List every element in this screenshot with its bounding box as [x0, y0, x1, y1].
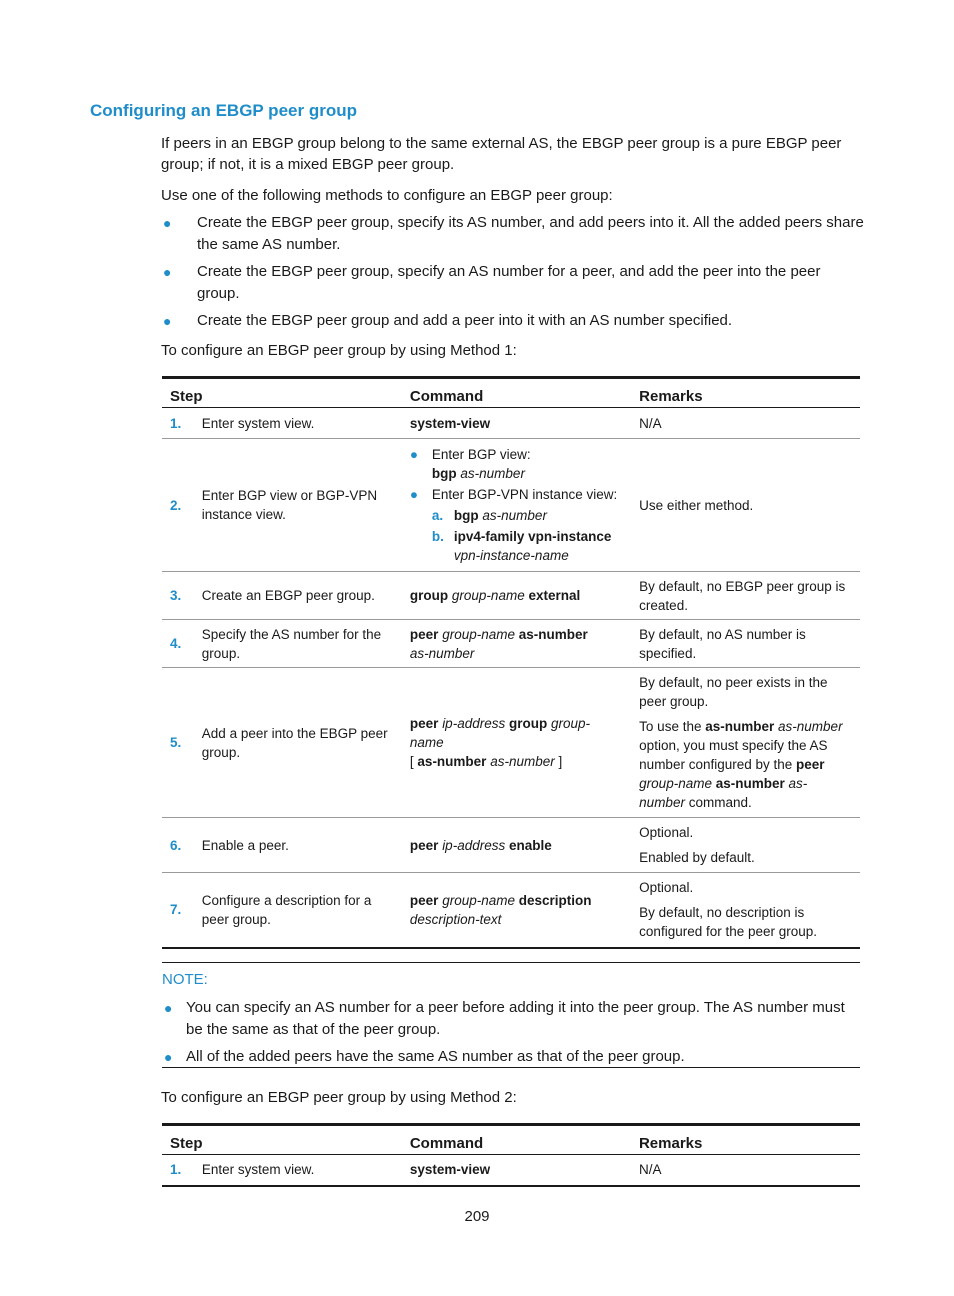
note-box — [162, 962, 860, 1068]
bullet-icon: ● — [163, 215, 172, 231]
table-row — [162, 1155, 860, 1186]
step-text: Enter system view. — [194, 1155, 402, 1186]
step-text: Add a peer into the EBGP peer group. — [194, 668, 402, 818]
remarks-cell: N/A — [631, 1155, 860, 1186]
command-cell: peer ip-address enable — [402, 818, 631, 873]
remarks-cell: By default, no AS number is specified. — [631, 620, 860, 668]
command-option: ● Enter BGP view: bgp as-number — [409, 447, 531, 481]
step-number: 7. — [162, 873, 194, 948]
bullet-icon: ● — [164, 1000, 173, 1016]
section-heading: Configuring an EBGP peer group — [90, 101, 357, 120]
step-header: Step — [170, 387, 203, 405]
remarks-cell: By default, no EBGP peer group is created. — [631, 572, 860, 620]
command-header: Command — [409, 1134, 484, 1152]
method-item: ● Create the EBGP peer group, specify its AS number, and add peers into it. All the added peers share the same AS number. — [163, 214, 864, 253]
method-item: ● Create the EBGP peer group, specify an AS number for a peer, and add the peer into the peer group. — [163, 263, 821, 302]
step-number: 2. — [162, 439, 194, 572]
page-number: 209 — [464, 1208, 490, 1225]
intro-paragraph: If peers in an EBGP group belong to the same external AS, the EBGP peer group is a pure EBGP peer group; if not, it is a mixed EBGP peer group. — [161, 135, 842, 173]
remarks-cell: Use either method. — [631, 439, 860, 572]
command-option: ● Enter BGP-VPN instance view: a. bgp as-number b. ipv4-family vpn-instance vpn-instance-name — [410, 485, 623, 565]
step-number: 5. — [162, 668, 194, 818]
step-text: Enable a peer. — [194, 818, 402, 873]
command-cell: peer ip-address group group-name [ as-number as-number ] — [402, 668, 631, 818]
step-number: 3. — [162, 572, 194, 620]
step-number: 6. — [162, 818, 194, 873]
table-row — [162, 439, 860, 572]
table-row — [162, 572, 860, 620]
bullet-icon: ● — [409, 487, 419, 502]
step-text: Create an EBGP peer group. — [194, 572, 402, 620]
command-suboption: a. bgp as-number — [431, 508, 547, 523]
remarks-cell: N/A — [631, 408, 860, 439]
method2-intro: To configure an EBGP peer group by using Method 2: — [161, 1089, 517, 1106]
command-cell: peer group-name as-number as-number — [402, 620, 631, 668]
note-label: NOTE: — [162, 971, 208, 988]
table-header-row — [162, 378, 860, 408]
step-header: Step — [170, 1134, 203, 1152]
table-row — [162, 620, 860, 668]
note-item: ● You can specify an AS number for a peer before adding it into the peer group. The AS number must be the same as that of the peer group. — [164, 999, 845, 1038]
bullet-icon: ● — [409, 447, 419, 462]
bullet-icon: ● — [163, 313, 172, 329]
step-text: Enter system view. — [194, 408, 402, 439]
remarks-cell: Optional. By default, no description is configured for the peer group. — [631, 873, 860, 948]
table-row — [162, 668, 860, 818]
command-cell: peer group-name description description-text — [402, 873, 631, 948]
method-item: ● Create the EBGP peer group and add a peer into it with an AS number specified. — [161, 310, 866, 332]
methods-intro: Use one of the following methods to configure an EBGP peer group: — [161, 187, 613, 204]
step-text: Specify the AS number for the group. — [194, 620, 402, 668]
command-cell: group group-name external — [402, 572, 631, 620]
table-row — [162, 408, 860, 439]
remarks-cell: Optional. Enabled by default. — [631, 818, 860, 873]
command-suboption: b. ipv4-family vpn-instance vpn-instance-name — [431, 529, 612, 563]
remarks-header: Remarks — [638, 1134, 703, 1152]
table-header-row — [162, 1125, 860, 1155]
table-row — [162, 818, 860, 873]
command-header: Command — [409, 387, 484, 405]
command-cell — [402, 439, 631, 572]
bullet-icon: ● — [163, 264, 172, 280]
bullet-icon: ● — [164, 1049, 173, 1065]
method1-intro: To configure an EBGP peer group by using Method 1: — [161, 342, 517, 359]
remarks-header: Remarks — [639, 387, 703, 405]
remarks-cell: By default, no peer exists in the peer group. To use the as-number as-number option, you must specify the AS number configured by the peer group-name as-number as-number command. — [631, 668, 860, 818]
table-row — [162, 873, 860, 948]
command-cell: system-view — [402, 1155, 631, 1186]
step-text: Configure a description for a peer group. — [194, 873, 402, 948]
step-number: 1. — [162, 1155, 194, 1186]
step-number: 4. — [162, 620, 194, 668]
step-number: 1. — [162, 408, 194, 439]
command-cell: system-view — [402, 408, 631, 439]
method1-table — [162, 376, 860, 949]
step-text: Enter BGP view or BGP-VPN instance view. — [194, 439, 402, 572]
method2-table — [162, 1123, 860, 1187]
note-item: ● All of the added peers have the same AS number as that of the peer group. — [162, 1046, 860, 1068]
